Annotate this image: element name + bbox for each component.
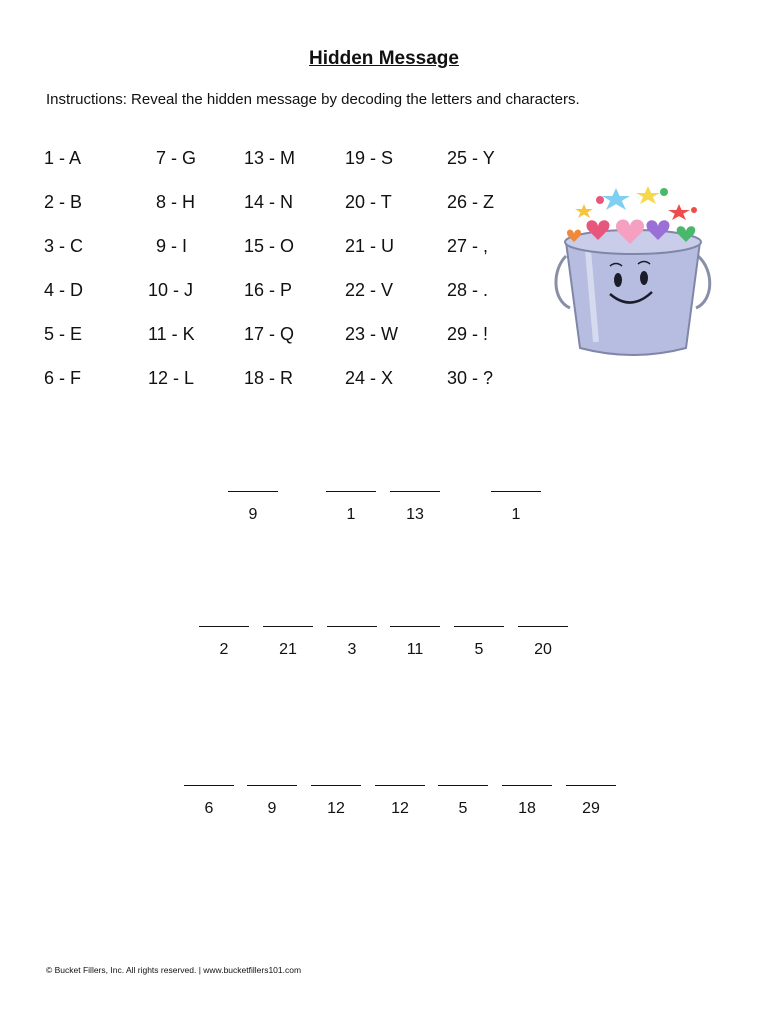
answer-blank[interactable] bbox=[263, 625, 313, 659]
answer-blank[interactable] bbox=[438, 784, 488, 818]
code-number: 2 bbox=[219, 641, 229, 658]
puzzle-word-row bbox=[0, 490, 768, 550]
answer-blank[interactable] bbox=[247, 784, 297, 818]
code-number: 11 bbox=[406, 641, 424, 658]
key-cell: 8 - H bbox=[156, 192, 196, 212]
code-number: 5 bbox=[458, 800, 468, 817]
code-number: 13 bbox=[406, 506, 424, 523]
key-cell: 3 - C bbox=[44, 236, 84, 256]
answer-blank[interactable] bbox=[199, 625, 249, 659]
code-number: 9 bbox=[267, 800, 277, 817]
answer-blank[interactable] bbox=[566, 784, 616, 818]
code-number: 21 bbox=[279, 641, 297, 658]
key-cell: 10 - J bbox=[148, 280, 194, 300]
key-cell: 22 - V bbox=[345, 280, 394, 300]
key-cell: 28 - . bbox=[447, 280, 489, 300]
answer-blank[interactable] bbox=[502, 784, 552, 818]
page-title: Hidden Message bbox=[309, 48, 459, 69]
key-cell: 14 - N bbox=[244, 192, 294, 212]
puzzle-word-row bbox=[0, 784, 768, 844]
answer-blank[interactable] bbox=[390, 490, 440, 524]
key-cell: 21 - U bbox=[345, 236, 395, 256]
code-number: 12 bbox=[391, 800, 409, 817]
key-cell: 24 - X bbox=[345, 368, 394, 388]
code-number: 6 bbox=[204, 800, 214, 817]
answer-blank[interactable] bbox=[327, 625, 377, 659]
instructions-text: Instructions: Reveal the hidden message by decoding the letters and characters. bbox=[46, 91, 580, 108]
code-number: 18 bbox=[518, 800, 536, 817]
code-number: 1 bbox=[511, 506, 521, 523]
key-cell: 11 - K bbox=[148, 324, 195, 344]
code-number: 20 bbox=[534, 641, 552, 658]
key-cell: 18 - R bbox=[244, 368, 294, 388]
answer-blank[interactable] bbox=[228, 490, 278, 524]
code-number: 5 bbox=[474, 641, 484, 658]
key-cell: 25 - Y bbox=[447, 148, 495, 168]
key-cell: 19 - S bbox=[345, 148, 394, 168]
key-cell: 13 - M bbox=[244, 148, 296, 168]
puzzle-word-row bbox=[0, 625, 768, 685]
answer-blank[interactable] bbox=[390, 625, 440, 659]
key-cell: 5 - E bbox=[44, 324, 83, 344]
answer-blank[interactable] bbox=[518, 625, 568, 659]
key-cell: 17 - Q bbox=[244, 324, 295, 344]
code-number: 29 bbox=[582, 800, 600, 817]
key-cell: 26 - Z bbox=[447, 192, 495, 212]
answer-blank[interactable] bbox=[375, 784, 425, 818]
copyright-footer: © Bucket Fillers, Inc. All rights reserved. | www.bucketfillers101.com bbox=[46, 965, 302, 975]
key-cell: 29 - ! bbox=[447, 324, 489, 344]
key-cell: 6 - F bbox=[44, 368, 82, 388]
key-cell: 7 - G bbox=[156, 148, 197, 168]
key-cell: 4 - D bbox=[44, 280, 84, 300]
answer-blank[interactable] bbox=[454, 625, 504, 659]
smiling-bucket-icon bbox=[548, 170, 718, 370]
key-cell: 27 - , bbox=[447, 236, 489, 256]
key-cell: 16 - P bbox=[244, 280, 293, 300]
key-cell: 1 - A bbox=[44, 148, 82, 168]
key-cell: 20 - T bbox=[345, 192, 392, 212]
key-cell: 2 - B bbox=[44, 192, 83, 212]
answer-blank[interactable] bbox=[311, 784, 361, 818]
code-number: 9 bbox=[248, 506, 258, 523]
key-cell: 12 - L bbox=[148, 368, 195, 388]
key-cell: 30 - ? bbox=[447, 368, 494, 388]
key-cell: 15 - O bbox=[244, 236, 295, 256]
answer-blank[interactable] bbox=[491, 490, 541, 524]
decoder-key-grid bbox=[44, 148, 514, 398]
code-number: 3 bbox=[347, 641, 357, 658]
answer-blank[interactable] bbox=[184, 784, 234, 818]
code-number: 1 bbox=[346, 506, 356, 523]
key-cell: 9 - I bbox=[156, 236, 188, 256]
answer-blank[interactable] bbox=[326, 490, 376, 524]
code-number: 12 bbox=[327, 800, 345, 817]
key-cell: 23 - W bbox=[345, 324, 399, 344]
